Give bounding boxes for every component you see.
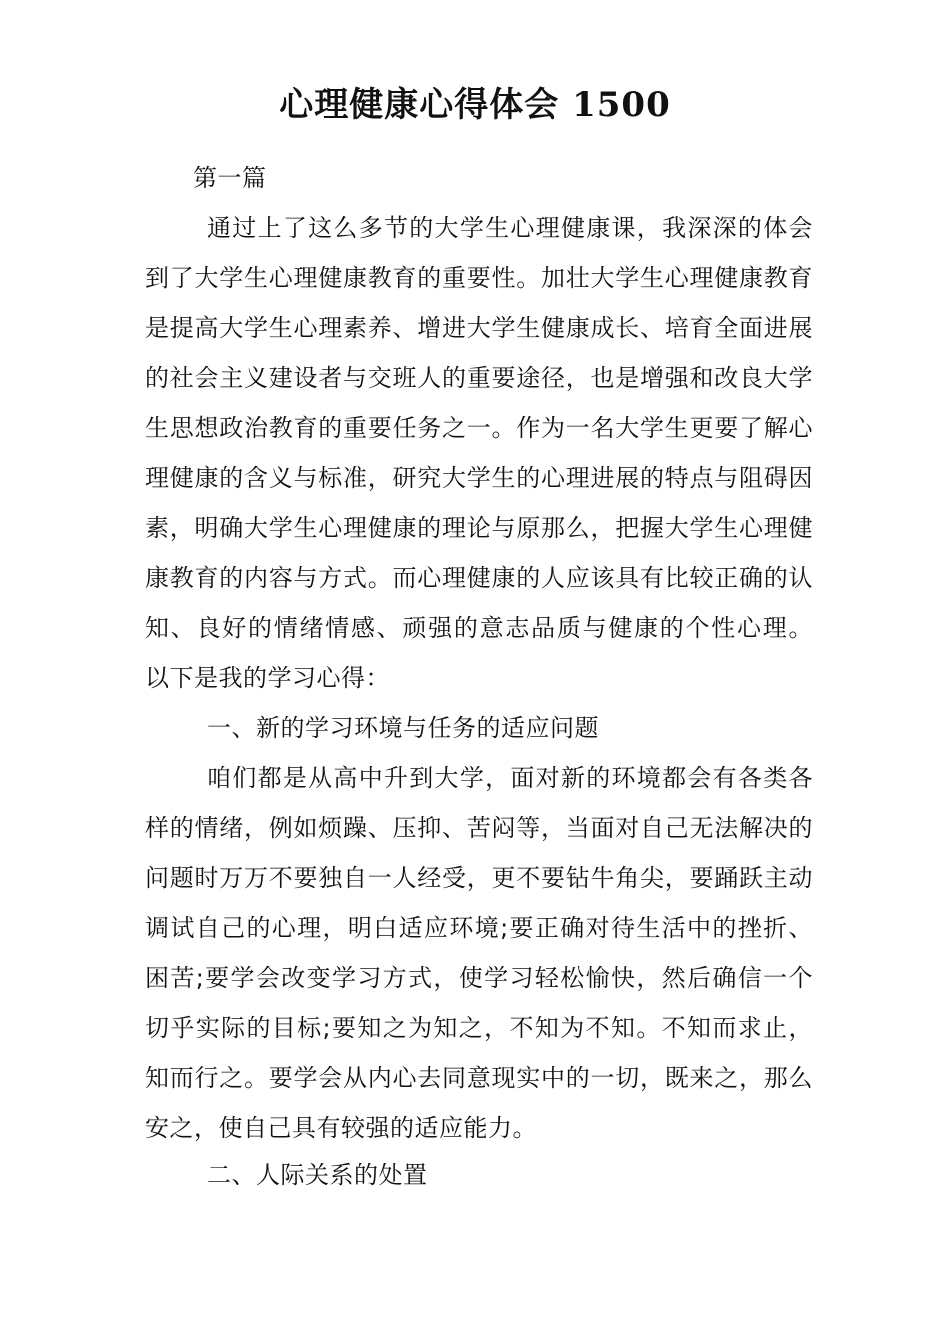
section-label: 第一篇: [193, 164, 267, 192]
document-title: 心理健康心得体会 1500: [279, 85, 671, 125]
section-heading-relationships: 二、人际关系的处置: [207, 1161, 428, 1189]
paragraph-intro: 通过上了这么多节的大学生心理健康课，我深深的体会到了大学生心理健康教育的重要性。加壮大学生心理健康教育是提高大学生心理素养、增进大学生健康成长、培育全面进展的社会主义建设者与交班人的重要途径，也是增强和改良大学生思想政治教育的重要任务之一。作为一名大学生更要了解心理健康的含义与标准，研究大学生的心理进展的特点与阻碍因素，明确大学生心理健康的理论与原那么，把握大学生心理健康教育的内容与方式。而心理健康的人应该具有比较正确的认知、良好的情绪情感、顽强的意志品质与健康的个性心理。 以下是我的学习心得：: [145, 214, 813, 692]
section-heading-adaptation: 一、新的学习环境与任务的适应问题: [207, 714, 599, 742]
paragraph-adaptation: 咱们都是从高中升到大学，面对新的环境都会有各类各样的情绪，例如烦躁、压抑、苦闷等，当面对自己无法解决的问题时万万不要独自一人经受，更不要钻牛角尖，要踊跃主动调试自己的心理，明白适应环境;要正确对待生活中的挫折、困苦;要学会改变学习方式，使学习轻松愉快，然后确信一个切乎实际的目标;要知之为知之，不知为不知。不知而求止，知而行之。要学会从内心去同意现实中的一切，既来之，那么安之，使自己具有较强的适应能力。: [145, 764, 813, 1142]
